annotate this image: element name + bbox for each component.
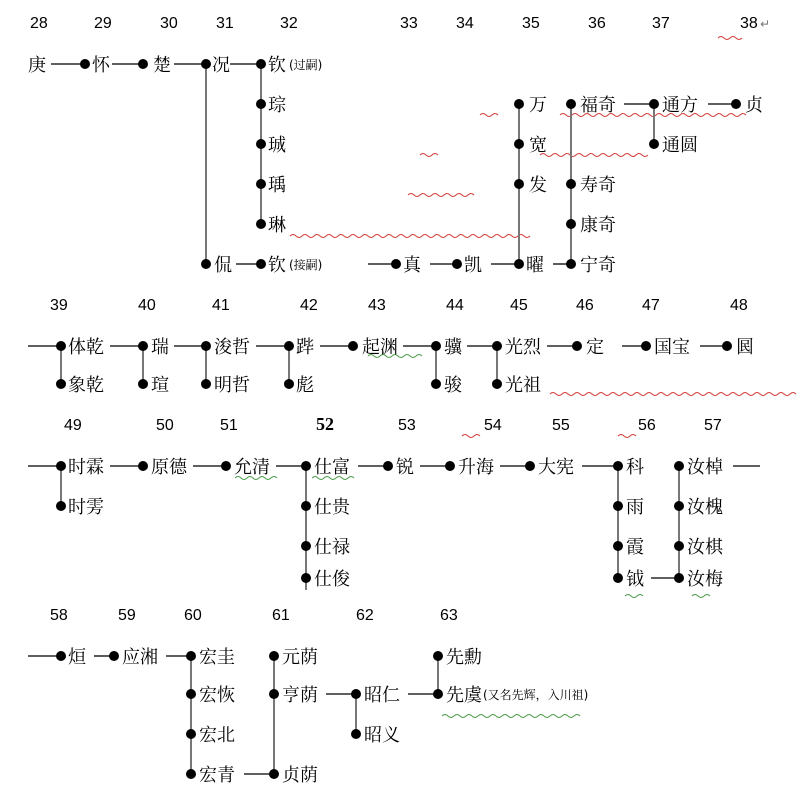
name-kai: 凯 (464, 255, 482, 276)
gen-55: 55 (552, 417, 570, 434)
name-chu: 楚 (153, 55, 171, 76)
gen-61: 61 (272, 607, 290, 624)
gen-47: 47 (642, 297, 660, 314)
name-rui: 瑞 (151, 337, 169, 358)
name-shifu: 仕富 (314, 457, 350, 478)
note-jiesi: (接嗣) (289, 258, 323, 272)
name-xia: 霞 (626, 537, 644, 558)
name-ding: 定 (586, 337, 604, 358)
note-xianyu: (又名先辉，入川祖) (483, 688, 589, 702)
name-jun: 骏 (444, 375, 462, 396)
gen-62: 62 (356, 607, 374, 624)
name-hengyin: 亨荫 (282, 685, 318, 706)
name-tiqian: 体乾 (68, 337, 104, 358)
name-cong: 琮 (268, 95, 286, 116)
name-rui-2: 锐 (396, 457, 414, 478)
name-yu: 瑀 (268, 175, 286, 196)
gen-39: 39 (50, 297, 68, 314)
name-lin: 琳 (268, 215, 286, 236)
name-ruzhuo: 汝棹 (687, 457, 723, 478)
gen-41: 41 (212, 297, 230, 314)
name-yingxiang: 应湘 (122, 647, 158, 668)
gen-54: 54 (484, 417, 502, 434)
name-biao: 彪 (296, 375, 314, 396)
name-bi: 跸 (296, 337, 314, 358)
name-shilu: 仕禄 (314, 537, 350, 558)
gen-51: 51 (220, 417, 238, 434)
name-shilin: 时霖 (68, 457, 104, 478)
name-cheng: 珹 (268, 135, 286, 156)
gen-46: 46 (576, 297, 594, 314)
name-zhen-2: 贞 (745, 95, 763, 116)
gen-29: 29 (94, 15, 112, 32)
name-ji: 骥 (444, 337, 462, 358)
name-qin-2: 钦 (268, 255, 286, 276)
name-hongkai: 宏恢 (199, 685, 235, 706)
name-kuan: 宽 (529, 135, 547, 156)
name-zhaoren: 昭仁 (364, 685, 400, 706)
gen-58: 58 (50, 607, 68, 624)
name-mingzhe: 明哲 (214, 375, 250, 396)
gen-45: 45 (510, 297, 528, 314)
name-tongyuan: 通圆 (662, 135, 698, 156)
gen-50: 50 (156, 417, 174, 434)
gen-35: 35 (522, 15, 540, 32)
name-ruhuai: 汝槐 (687, 497, 723, 518)
name-rumei: 汝梅 (687, 569, 723, 590)
name-kan: 侃 (214, 255, 232, 276)
name-shijun: 仕俊 (314, 569, 350, 590)
gen-60: 60 (184, 607, 202, 624)
paragraph-mark: ↵ (760, 17, 771, 31)
gen-38: 38 (740, 15, 758, 32)
name-geng: 庚 (28, 55, 46, 76)
gen-56: 56 (638, 417, 656, 434)
name-huai: 怀 (92, 55, 110, 76)
name-fuqi: 福奇 (580, 95, 616, 116)
gen-44: 44 (446, 297, 464, 314)
name-junzhe: 浚哲 (214, 337, 250, 358)
name-xuan-2: 烜 (68, 647, 86, 668)
name-zhenyin: 贞荫 (282, 765, 318, 786)
name-xiangqian: 象乾 (68, 375, 104, 396)
gen-42: 42 (300, 297, 318, 314)
name-hongqing: 宏青 (199, 765, 235, 786)
name-hongbei: 宏北 (199, 725, 235, 746)
name-yuanyin: 元荫 (282, 647, 318, 668)
gen-28: 28 (30, 15, 48, 32)
gen-63: 63 (440, 607, 458, 624)
name-dahui: 大宪 (538, 457, 574, 478)
name-shenghai: 升海 (458, 457, 494, 478)
gen-57: 57 (704, 417, 722, 434)
name-shigui: 仕贵 (314, 497, 350, 518)
name-guobao: 国宝 (654, 337, 690, 358)
name-zhen: 真 (403, 255, 421, 276)
name-ningqi: 宁奇 (580, 255, 616, 276)
name-ke: 科 (626, 457, 644, 478)
name-ruqi: 汝棋 (687, 537, 723, 558)
name-honggui: 宏圭 (199, 647, 235, 668)
gen-43: 43 (368, 297, 386, 314)
gen-37: 37 (652, 15, 670, 32)
name-shouqi: 寿奇 (580, 175, 616, 196)
gen-40: 40 (138, 297, 156, 314)
name-zhaoyi: 昭义 (364, 725, 400, 746)
name-tongfang: 通方 (662, 95, 698, 116)
name-yao: 曜 (526, 255, 544, 276)
note-guosi: (过嗣) (289, 58, 323, 72)
gen-33: 33 (400, 15, 418, 32)
name-qiyuan: 起渊 (362, 337, 398, 358)
name-xianxun: 先勳 (446, 647, 482, 668)
gen-36: 36 (588, 15, 606, 32)
name-wan: 万 (529, 95, 547, 116)
name-yuande: 原德 (151, 457, 187, 478)
gen-52: 52 (316, 414, 334, 434)
name-yue: 钺 (626, 569, 644, 590)
generation-numbers (30, 15, 770, 624)
name-qin-1: 钦 (268, 55, 286, 76)
gen-30: 30 (160, 15, 178, 32)
gen-32: 32 (280, 15, 298, 32)
name-yu-2: 雨 (626, 497, 644, 518)
name-guo: 囻 (736, 337, 754, 358)
name-kangqi: 康奇 (580, 215, 616, 236)
gen-31: 31 (216, 15, 234, 32)
gen-59: 59 (118, 607, 136, 624)
name-guangzu: 光祖 (505, 375, 541, 396)
name-xianyu: 先虞 (446, 685, 482, 706)
gen-34: 34 (456, 15, 474, 32)
name-yunqing: 允清 (234, 457, 270, 478)
gen-53: 53 (398, 417, 416, 434)
name-guanglie: 光烈 (505, 337, 541, 358)
name-shipang: 时雱 (68, 497, 104, 518)
name-fa: 发 (529, 175, 547, 196)
gen-49: 49 (64, 417, 82, 434)
name-xuan: 瑄 (151, 375, 169, 396)
name-kuang: 况 (212, 55, 230, 76)
gen-48: 48 (730, 297, 748, 314)
